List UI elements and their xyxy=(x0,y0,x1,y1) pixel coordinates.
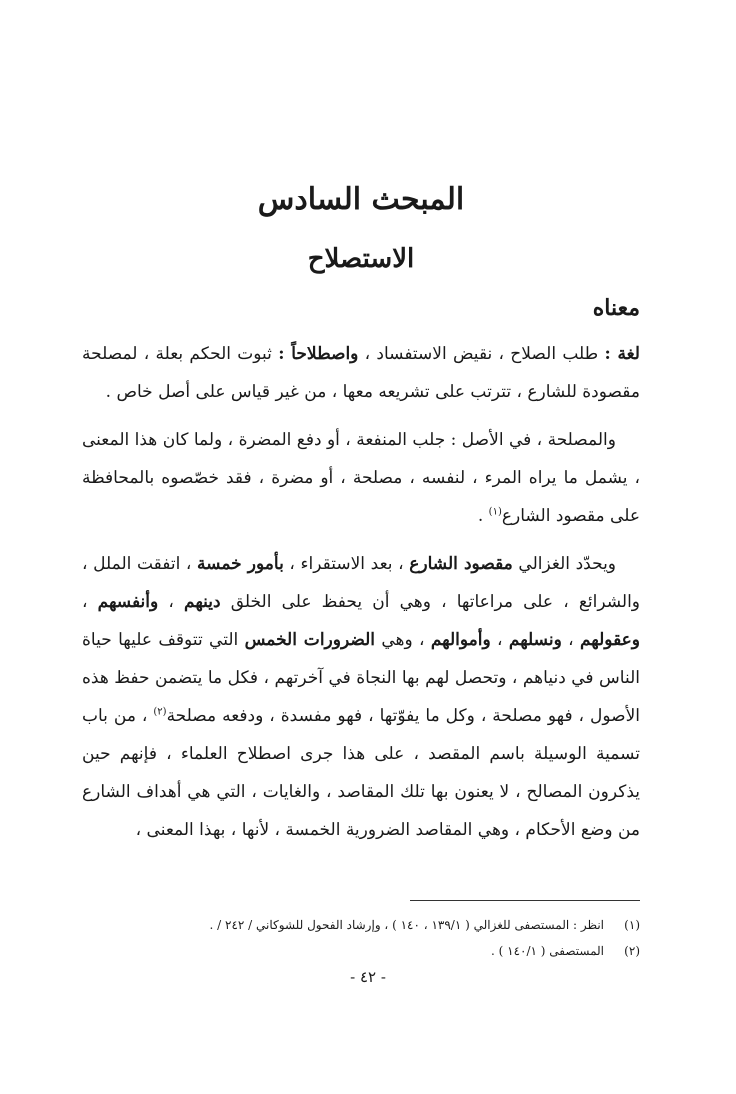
page-body xyxy=(82,180,640,855)
bold-run: الضرورات الخمس xyxy=(244,629,375,650)
text-run: ، اتفقت الملل ، والشرائع ، على مراعاتها ، وهي أن يحفظ على الخلق xyxy=(82,553,641,612)
section-title: الاستصلاح xyxy=(307,244,415,274)
text-run: ، xyxy=(82,591,98,612)
text-run: ، xyxy=(158,591,185,612)
chapter-title: المبحث السادس xyxy=(257,182,465,217)
footnote-ref-2[interactable]: (٢) xyxy=(153,706,167,718)
footnote-1 xyxy=(80,912,640,938)
paragraph-ghazali xyxy=(82,545,640,849)
lugha-label: لغة : xyxy=(604,343,640,364)
istilah-label: واصطلاحاً : xyxy=(278,343,359,364)
text-run: التي تتوقف عليها حياة الناس في دنياهم ، وتحصل لهم بها النجاة في آخرتهم ، فكل ما يتضمن حفظ هذه الأصول ، فهو مصلحة ، وكل ما يفوّتها ، فهو مفسدة ، ودفعه مصلحة xyxy=(82,629,640,726)
istilah-text: ثبوت الحكم بعلة ، لمصلحة مقصودة للشارع ، تترتب على تشريعه معها ، من غير قياس على أصل خاص . xyxy=(82,343,640,402)
footnote-text: انظر : المستصفى للغزالي ( ١٣٩/١ ، ١٤٠ ) ، وإرشاد الفحول للشوكاني / ٢٤٢ / . xyxy=(209,918,604,932)
footnote-divider xyxy=(410,900,640,901)
bold-run: وعقولهم xyxy=(579,629,641,650)
text-run: ، xyxy=(561,629,580,650)
footnote-number: (٢) xyxy=(624,944,640,958)
lugha-text: طلب الصلاح ، نقيض الاستفساد ، xyxy=(358,343,605,364)
maslaha-end: . xyxy=(477,505,489,526)
footnotes xyxy=(80,912,640,964)
bold-run: وأموالهم xyxy=(430,629,491,650)
footnote-2 xyxy=(80,938,640,964)
footnote-number: (١) xyxy=(624,918,640,932)
maslaha-text: والمصلحة ، في الأصل : جلب المنفعة ، أو دفع المضرة ، ولما كان هذا المعنى ، يشمل ما يراه المرء ، لنفسه ، مصلحة ، أو مضرة ، فقد خصّصوه بالمحافظة على مقصود الشارع xyxy=(82,429,640,526)
subheading: معناه xyxy=(592,294,640,321)
footnote-ref-1[interactable]: (١) xyxy=(488,506,502,518)
bold-run: وأنفسهم xyxy=(97,591,159,612)
bold-run: ونسلهم xyxy=(508,629,562,650)
text-run: ، بعد الاستقراء ، xyxy=(283,553,410,574)
bold-run: مقصود الشارع xyxy=(409,553,513,574)
footnote-text: المستصفى ( ١٤٠/١ ) . xyxy=(491,944,604,958)
text-run: ويحدّد الغزالي xyxy=(512,553,617,574)
text-run: ، من باب تسمية الوسيلة باسم المقصد ، على هذا جرى اصطلاح العلماء ، فإنهم حين يذكرون المصالح ، لا يعنون بها تلك المقاصد ، والغايات ، التي هي أهداف الشارع من وضع الأحكام ، وهي المقاصد الضرورية الخمسة ، لأنها ، بهذا المعنى ، xyxy=(82,705,640,840)
text-run: ، وهي xyxy=(374,629,431,650)
bold-run: دينهم xyxy=(184,591,221,612)
bold-run: بأمور خمسة xyxy=(197,553,284,574)
page-number: - ٤٢ - xyxy=(350,968,386,986)
paragraph-definition xyxy=(82,335,640,411)
text-run: ، xyxy=(490,629,509,650)
paragraph-maslaha xyxy=(82,421,640,535)
